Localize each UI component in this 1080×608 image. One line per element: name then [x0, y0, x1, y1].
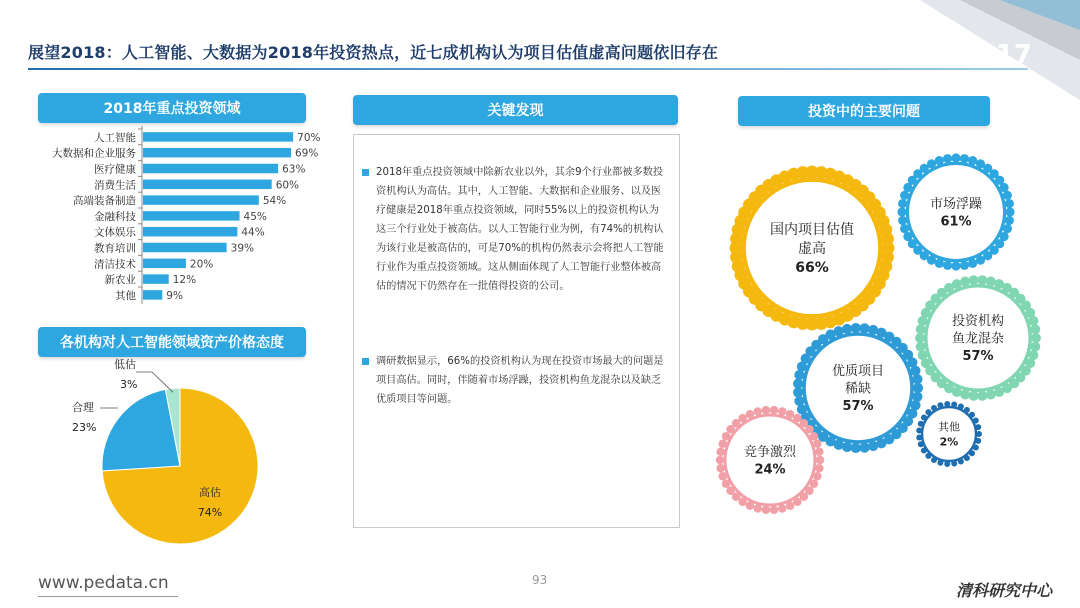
pie-label-name: 合理 — [72, 401, 94, 414]
finding-text-1: 2018年重点投资领域中除新农业以外，其余9个行业都被多数投资机构认为高估。其中，人工智能、大数据和企业服务、以及医疗健康是2018年重点投资领域，同时55%以上的投资机构认为这三个行业处于被高估。以人工智能行业为例，有74%的机构认为该行业是被高估的，可是70%的机构仍然表示会将把人工智能行业作为重点投资领域。这从侧面体现了人工智能行业整体被高估的情况下仍然存在一批值得投资的公司。 — [376, 167, 664, 292]
pie-label-name: 低估 — [114, 358, 136, 371]
finding-paragraph-1 — [376, 163, 666, 296]
pie-label-value: 74% — [197, 506, 223, 519]
bubble-value: 24% — [754, 462, 786, 478]
bubble-value: 61% — [940, 214, 972, 230]
ring-dot — [859, 443, 869, 453]
pie-label-value: 3% — [120, 378, 138, 391]
year-badge: 2017 — [959, 40, 1032, 70]
ring-dot — [793, 379, 803, 389]
bar-category-label: 金融科技 — [94, 210, 136, 223]
bar-category-label: 新农业 — [104, 274, 136, 287]
ring-dot — [1005, 207, 1014, 216]
bullet-square-icon — [362, 169, 369, 176]
bubble-label: 市场浮躁 — [929, 196, 983, 212]
ring-dot — [969, 391, 979, 401]
bar-chart — [30, 126, 320, 308]
ring-dot — [1005, 199, 1014, 208]
bar-value-label: 60% — [275, 179, 300, 192]
ring-dot — [793, 387, 803, 397]
bubble-core — [731, 421, 809, 499]
bubble-国内项目估值虚高 — [730, 166, 895, 331]
bar-value-label: 12% — [172, 274, 197, 287]
ring-dot — [770, 506, 779, 515]
bubble-投资机构鱼龙混杂 — [915, 275, 1041, 401]
bubble-label: 竞争激烈 — [743, 444, 797, 460]
ring-dot — [916, 342, 926, 352]
bar-value-label: 44% — [241, 226, 265, 239]
bar-11 — [143, 290, 162, 300]
bubble-label: 优质项目 — [831, 364, 885, 379]
pie-chart-title: 各机构对人工智能领域资产价格态度 — [38, 327, 306, 357]
ring-dot — [815, 448, 824, 457]
bubble-label: 稀缺 — [844, 381, 872, 397]
ring-dot — [912, 374, 922, 384]
bar-category-label: 其他 — [115, 289, 136, 302]
footer-divider — [38, 596, 178, 597]
bubble-value: 66% — [795, 259, 829, 276]
bar-2 — [143, 148, 291, 158]
ring-dot — [913, 383, 923, 393]
bar-7 — [143, 227, 237, 237]
bubble-label: 其他 — [938, 420, 960, 434]
problems-title: 投资中的主要问题 — [738, 96, 990, 126]
bubble-chart — [700, 130, 1080, 570]
ring-dot — [1030, 324, 1040, 334]
bubble-竞争激烈 — [716, 406, 825, 514]
bar-value-label: 20% — [189, 258, 214, 271]
bar-value-label: 9% — [166, 289, 183, 302]
bar-category-label: 教育培训 — [94, 242, 136, 255]
footer-url-link[interactable]: www.pedata.cn — [38, 573, 169, 593]
bar-8 — [143, 243, 227, 253]
ring-dot — [815, 464, 824, 473]
ring-dot — [716, 456, 725, 465]
bubble-其他 — [916, 401, 982, 467]
ring-dot — [762, 406, 771, 415]
ring-dot — [915, 333, 925, 343]
ring-dot — [960, 261, 969, 270]
ring-dot — [816, 456, 825, 465]
ring-dot — [897, 207, 906, 216]
ring-dot — [881, 232, 894, 245]
bubble-label: 国内项目估值 — [770, 222, 854, 238]
bar-value-label: 54% — [262, 195, 287, 208]
findings-panel — [353, 134, 680, 528]
bar-category-label: 人工智能 — [94, 131, 136, 144]
bubble-label: 鱼龙混杂 — [951, 331, 1005, 347]
ring-dot — [977, 391, 987, 401]
bubble-value: 57% — [842, 399, 874, 415]
ring-dot — [951, 153, 960, 162]
findings-title: 关键发现 — [353, 95, 678, 125]
ring-dot — [794, 396, 804, 406]
bar-category-label: 高端装备制造 — [73, 195, 136, 208]
ring-dot — [1005, 216, 1014, 225]
ring-dot — [716, 448, 725, 457]
ring-dot — [977, 275, 987, 285]
ring-dot — [951, 261, 960, 270]
ring-dot — [898, 199, 907, 208]
title-divider — [28, 68, 1028, 70]
bar-4 — [143, 180, 272, 190]
ring-dot — [762, 506, 771, 515]
ring-dot — [851, 323, 861, 333]
bar-3 — [143, 164, 278, 174]
ring-dot — [912, 392, 922, 402]
ring-dot — [716, 464, 725, 473]
bar-category-label: 文体娱乐 — [94, 226, 136, 239]
ring-dot — [842, 324, 852, 334]
bar-value-label: 39% — [230, 242, 254, 255]
ring-dot — [1031, 333, 1041, 343]
pie-label-value: 23% — [72, 421, 97, 434]
bar-value-label: 63% — [282, 163, 306, 176]
ring-dot — [916, 324, 926, 334]
bar-category-label: 清洁技术 — [94, 258, 136, 271]
ring-dot — [898, 216, 907, 225]
ring-dot — [770, 406, 779, 415]
finding-text-2: 调研数据显示，66%的投资机构认为现在投资市场最大的问题是项目高估。同时，伴随着市场浮躁，投资机构鱼龙混杂以及缺乏优质项目等问题。 — [376, 356, 664, 405]
ring-dot — [859, 323, 869, 333]
bar-category-label: 大数据和企业服务 — [52, 147, 136, 160]
bubble-label: 投资机构 — [951, 314, 1005, 329]
page-number: 93 — [532, 573, 548, 587]
bubble-value: 57% — [962, 349, 994, 365]
bar-value-label: 69% — [295, 147, 319, 160]
footer-logo: 清科研究中心 — [956, 581, 1053, 600]
bar-chart-title: 2018年重点投资领域 — [38, 93, 306, 123]
bubble-value: 2% — [939, 435, 959, 449]
bar-9 — [143, 259, 186, 269]
ring-dot — [969, 275, 979, 285]
bar-5 — [143, 195, 259, 205]
bar-1 — [143, 132, 293, 142]
ring-dot — [960, 154, 969, 163]
pie-label-name: 高估 — [199, 486, 221, 499]
finding-paragraph-2 — [376, 352, 666, 409]
ring-dot — [1030, 342, 1040, 352]
bar-category-label: 消费生活 — [94, 179, 136, 192]
bar-value-label: 70% — [297, 131, 320, 144]
ring-dot — [943, 261, 952, 270]
pie-chart — [40, 356, 330, 546]
ring-dot — [943, 154, 952, 163]
bubble-core — [914, 170, 998, 254]
bubble-core — [926, 411, 973, 458]
bubble-市场浮躁 — [897, 153, 1014, 270]
bar-10 — [143, 274, 169, 284]
bar-value-label: 45% — [243, 210, 267, 223]
bar-category-label: 医疗健康 — [94, 163, 136, 176]
page-title: 展望2018：人工智能、大数据为2018年投资热点，近七成机构认为项目估值虚高问题依旧存在 — [28, 43, 719, 62]
bullet-square-icon — [362, 358, 369, 365]
ring-dot — [851, 443, 861, 453]
bar-6 — [143, 211, 240, 221]
bubble-label: 虚高 — [798, 240, 826, 257]
